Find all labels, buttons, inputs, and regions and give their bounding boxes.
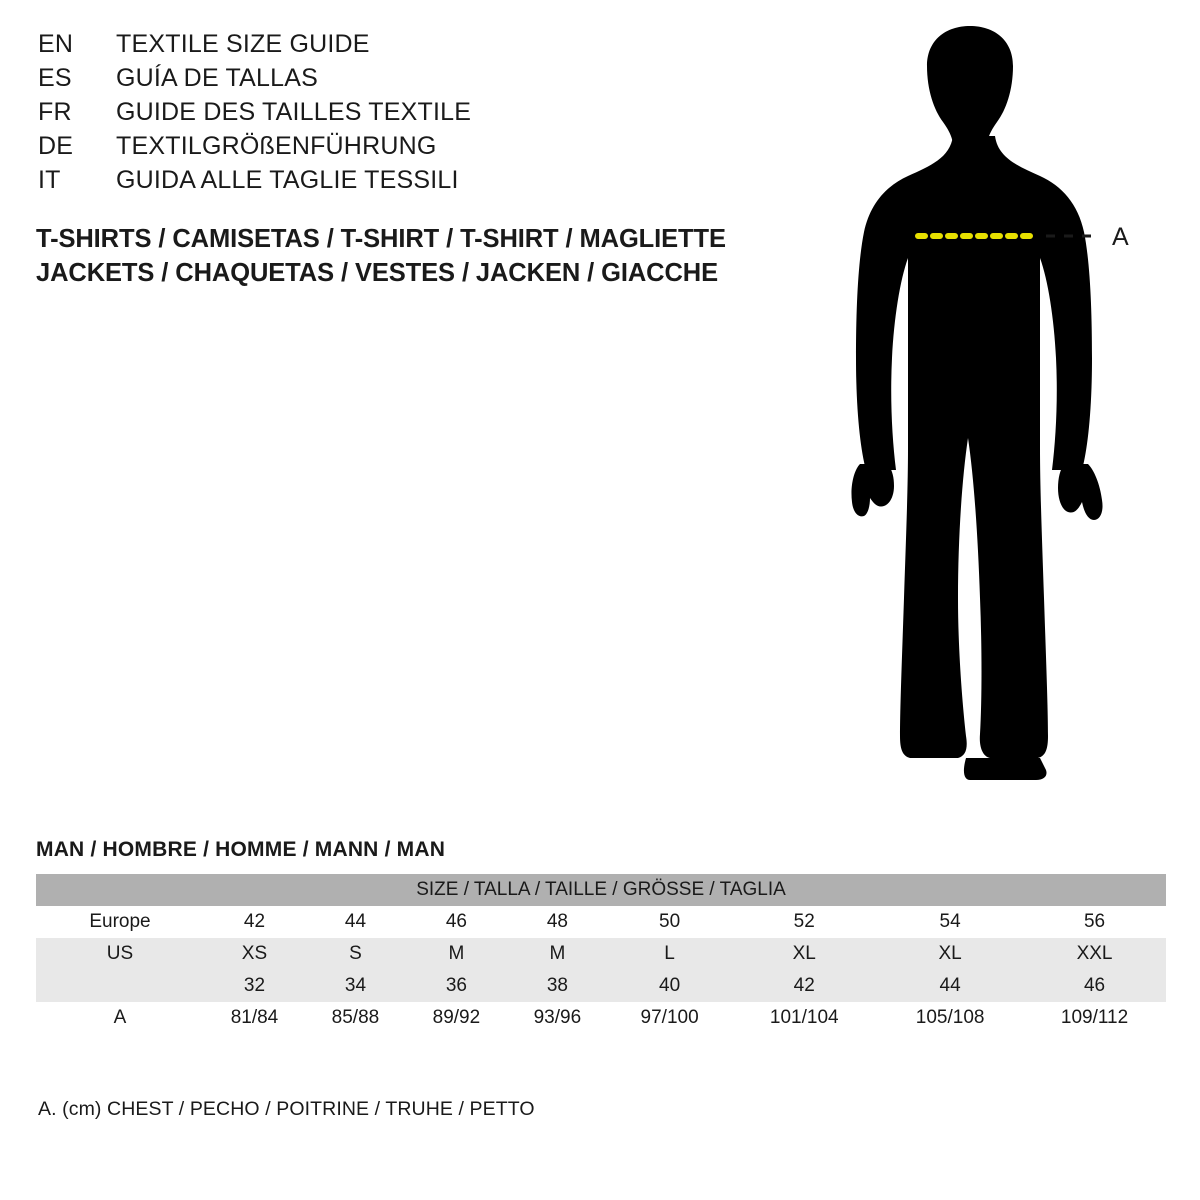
cell: 52	[793, 911, 815, 932]
row-label: US	[106, 943, 134, 964]
cell: 81/84	[230, 1007, 279, 1028]
cell: 101/104	[769, 1007, 839, 1028]
cell: 109/112	[1060, 1007, 1129, 1028]
silhouette-body	[851, 26, 1102, 780]
category-list	[36, 222, 796, 290]
cell: 56	[1083, 911, 1106, 932]
language-text: TEXTILGRÖßENFÜHRUNG	[116, 132, 437, 160]
row-label: Europe	[89, 911, 151, 932]
cell: 85/88	[331, 1007, 380, 1028]
table-title: MAN / HOMBRE / HOMME / MANN / MAN	[36, 838, 446, 861]
cell: XL	[792, 943, 816, 964]
cell: 32	[243, 975, 266, 996]
table-header-label: SIZE / TALLA / TAILLE / GRÖSSE / TAGLIA	[416, 879, 786, 900]
language-code: IT	[38, 166, 61, 194]
cell: 42	[243, 911, 266, 932]
language-row	[38, 166, 758, 200]
language-text: GUIDA ALLE TAGLIE TESSILI	[116, 166, 459, 194]
cell: 93/96	[533, 1007, 582, 1028]
table-row	[36, 1002, 1166, 1034]
language-text: GUIDE DES TAILLES TEXTILE	[116, 98, 472, 126]
cell: 97/100	[640, 1007, 699, 1028]
measurement-footnote: A. (cm) CHEST / PECHO / POITRINE / TRUHE / PETTO	[38, 1098, 535, 1120]
language-row	[38, 64, 758, 98]
chest-measure-label: A	[1112, 223, 1129, 251]
cell: 89/92	[432, 1007, 481, 1028]
language-row	[38, 132, 758, 166]
language-text: TEXTILE SIZE GUIDE	[116, 30, 370, 58]
row-label	[36, 970, 204, 1002]
cell: S	[349, 943, 362, 964]
cell: 50	[659, 911, 681, 932]
table-row	[36, 938, 1166, 970]
table-row	[36, 906, 1166, 938]
language-code: EN	[38, 30, 74, 58]
cell: 40	[659, 975, 681, 996]
cell: 46	[445, 911, 467, 932]
cell: XL	[938, 943, 962, 964]
cell: L	[664, 943, 675, 964]
cell: 54	[939, 911, 961, 932]
language-code: DE	[38, 132, 74, 160]
cell: 42	[793, 975, 815, 996]
size-table	[36, 874, 1166, 1034]
cell: 44	[939, 975, 961, 996]
cell: 44	[344, 911, 367, 932]
language-list	[38, 30, 758, 200]
cell: 48	[546, 911, 568, 932]
cell: 105/108	[915, 1007, 985, 1028]
language-row	[38, 98, 758, 132]
cell: 38	[546, 975, 568, 996]
table-header-row	[36, 874, 1166, 906]
cell: M	[448, 943, 465, 964]
cell: 46	[1083, 975, 1106, 996]
man-silhouette-figure	[830, 18, 1170, 788]
cell: M	[549, 943, 566, 964]
language-row	[38, 30, 758, 64]
cell: 36	[445, 975, 467, 996]
table-row	[36, 970, 1166, 1002]
language-code: FR	[38, 98, 72, 126]
category-tshirts: T-SHIRTS / CAMISETAS / T-SHIRT / T-SHIRT / MAGLIETTE	[36, 225, 726, 253]
language-text: GUÍA DE TALLAS	[116, 64, 318, 92]
row-label: A	[113, 1007, 127, 1028]
cell: XXL	[1076, 943, 1113, 964]
cell: XS	[241, 943, 268, 964]
language-code: ES	[38, 64, 72, 92]
cell: 34	[344, 975, 367, 996]
size-table-section	[36, 838, 1166, 1034]
category-jackets: JACKETS / CHAQUETAS / VESTES / JACKEN / GIACCHE	[36, 259, 719, 287]
